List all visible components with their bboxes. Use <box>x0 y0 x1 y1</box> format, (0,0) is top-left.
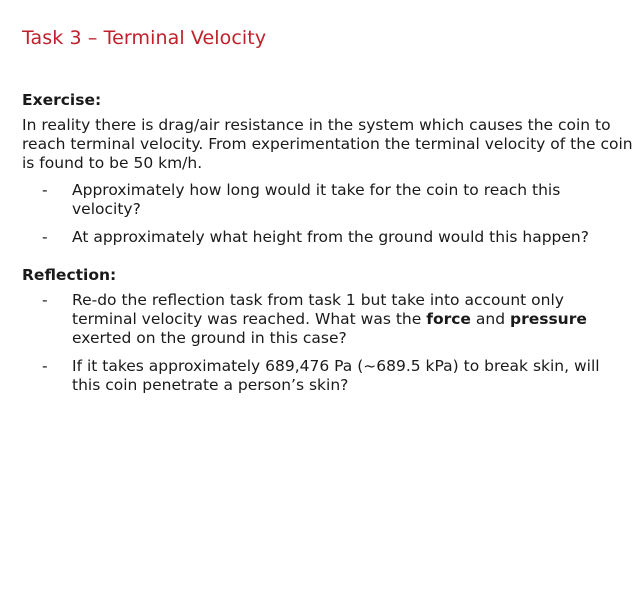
bullet-line: terminal velocity was reached. What was the force and pressure <box>72 310 587 328</box>
bullet-line: At approximately what height from the ground would this happen? <box>72 228 589 246</box>
bullet-line: velocity? <box>72 200 141 218</box>
reflection-heading: Reflection: <box>22 266 117 284</box>
bullet-dash: - <box>42 228 48 246</box>
bullet-dash: - <box>42 181 48 199</box>
bullet-line: Approximately how long would it take for the coin to reach this <box>72 181 561 199</box>
bullet-line: this coin penetrate a person’s skin? <box>72 376 349 394</box>
bullet-line: If it takes approximately 689,476 Pa (~689.5 kPa) to break skin, will <box>72 357 600 375</box>
bullet-text <box>72 291 612 348</box>
exercise-paragraph <box>22 116 633 173</box>
page-title: Task 3 – Terminal Velocity <box>22 27 267 49</box>
bold-term-force: force <box>426 310 471 328</box>
bullet-dash: - <box>42 291 48 309</box>
paragraph-line: In reality there is drag/air resistance in the system which causes the coin to <box>22 116 611 134</box>
bullet-dash: - <box>42 357 48 375</box>
exercise-heading: Exercise: <box>22 91 102 109</box>
bullet-text <box>72 357 612 395</box>
bold-term-pressure: pressure <box>509 310 587 328</box>
paragraph-line: is found to be 50 km/h. <box>22 154 203 172</box>
bullet-text <box>72 228 612 247</box>
paragraph-line: reach terminal velocity. From experimentation the terminal velocity of the coin <box>22 135 633 153</box>
bullet-line: exerted on the ground in this case? <box>72 329 347 347</box>
bullet-text <box>72 181 612 219</box>
bullet-line: Re-do the reflection task from task 1 but take into account only <box>72 291 564 309</box>
